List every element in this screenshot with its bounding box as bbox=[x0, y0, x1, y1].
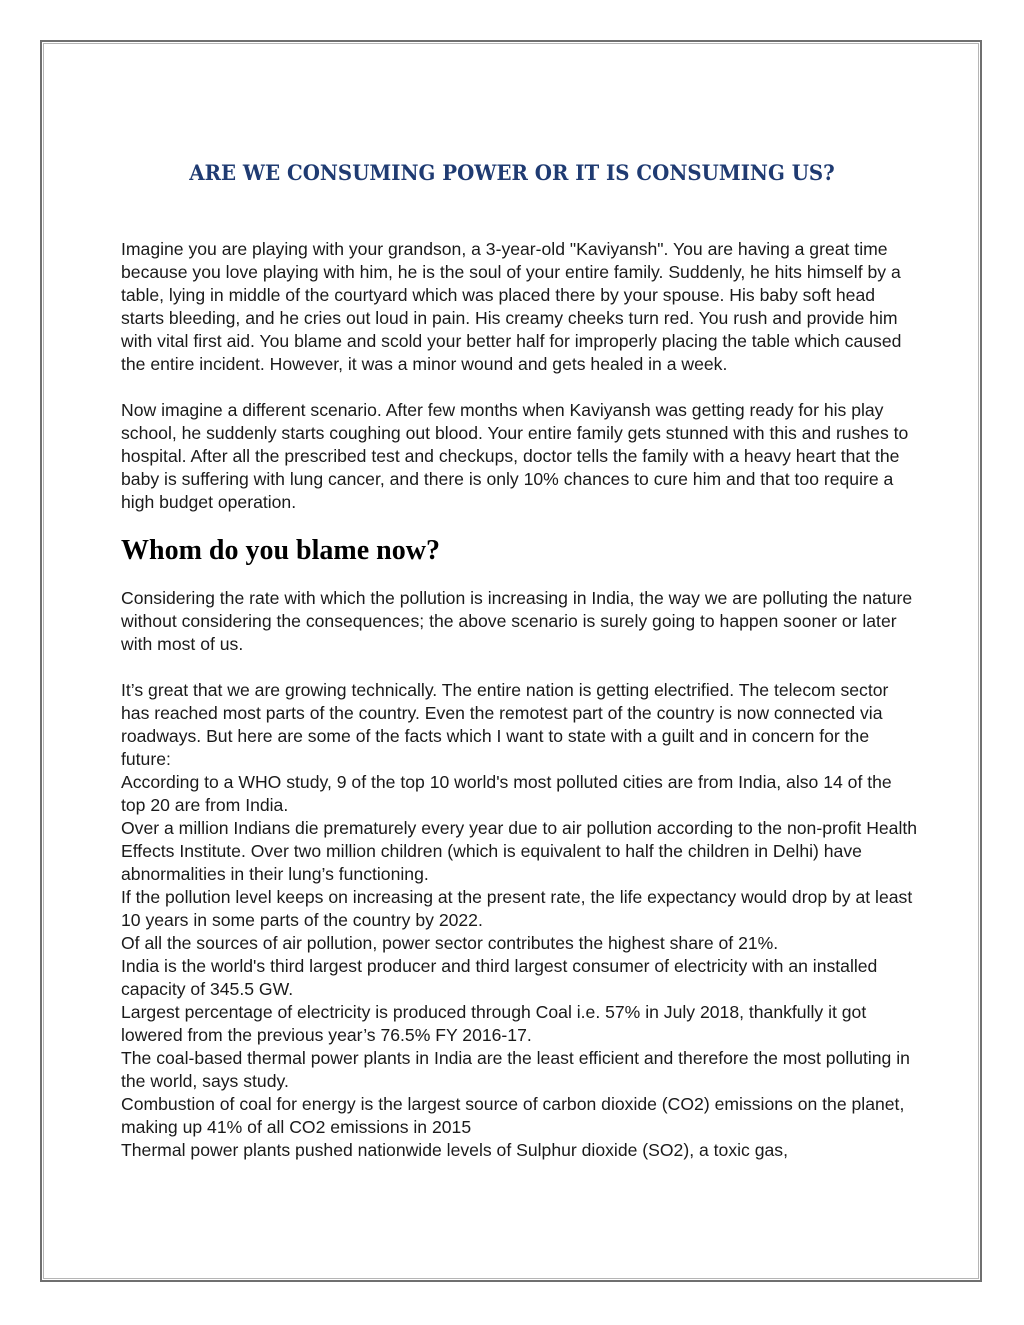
fact-line: India is the world's third largest producer and third largest consumer of electricity with an installed capacity of 345.5 GW. bbox=[121, 956, 878, 999]
fact-line: Largest percentage of electricity is produced through Coal i.e. 57% in July 2018, thankfully it got lowered from the previous year’s 76.5% FY 2016-17. bbox=[121, 1002, 867, 1045]
body-paragraph-1: Considering the rate with which the pollution is increasing in India, the way we are polluting the nature without considering the consequences; the above scenario is surely going to happen sooner or later with most of us. bbox=[121, 588, 913, 654]
fact-line: Combustion of coal for energy is the largest source of carbon dioxide (CO2) emissions on the planet, making up 41% of all CO2 emissions in 2015 bbox=[121, 1094, 905, 1137]
document-title: ARE WE CONSUMING POWER OR IT IS CONSUMING US? bbox=[189, 160, 835, 185]
fact-line: According to a WHO study, 9 of the top 10 world's most polluted cities are from India, also 14 of the top 20 are from India. bbox=[121, 772, 892, 815]
fact-line: Of all the sources of air pollution, power sector contributes the highest share of 21%. bbox=[121, 933, 779, 953]
paragraph-gap bbox=[121, 656, 921, 679]
fact-line: The coal-based thermal power plants in India are the least efficient and therefore the most polluting in the world, says study. bbox=[121, 1048, 910, 1091]
paragraph-gap bbox=[121, 376, 921, 399]
intro-paragraph-1: Imagine you are playing with your grandson, a 3-year-old "Kaviyansh". You are having a great time because you love playing with him, he is the soul of your entire family. Suddenly, he hits himself by a table, lying in middle of the courtyard which was placed there by your spouse. His baby soft head starts bleeding, and he cries out loud in pain. His creamy cheeks turn red. You rush and provide him with vital first aid. You blame and scold your better half for improperly placing the table which caused the entire incident. However, it was a minor wound and gets healed in a week. bbox=[121, 239, 902, 374]
fact-line: If the pollution level keeps on increasing at the present rate, the life expectancy would drop by at least 10 years in some parts of the country by 2022. bbox=[121, 887, 913, 930]
section-heading: Whom do you blame now? bbox=[121, 535, 440, 566]
fact-line: Thermal power plants pushed nationwide levels of Sulphur dioxide (SO2), a toxic gas, bbox=[121, 1140, 788, 1160]
intro-paragraph-2: Now imagine a different scenario. After few months when Kaviyansh was getting ready for his play school, he suddenly starts coughing out blood. Your entire family gets stunned with this and rushes to hospital. After all the prescribed test and checkups, doctor tells the family with a heavy heart that the baby is suffering with lung cancer, and there is only 10% chances to cure him and that too require a high budget operation. bbox=[121, 400, 909, 512]
fact-line: Over a million Indians die prematurely every year due to air pollution according to the non-profit Health Effects Institute. Over two million children (which is equivalent to half the children in Delhi) have abnormalities in their lung’s functioning. bbox=[121, 818, 918, 884]
body-paragraph-2: It’s great that we are growing technically. The entire nation is getting electrified. The telecom sector has reached most parts of the country. Even the remotest part of the country is now connected via roadways. But here are some of the facts which I want to state with a guilt and in concern for the future: bbox=[121, 680, 889, 769]
document-body bbox=[121, 238, 921, 1162]
